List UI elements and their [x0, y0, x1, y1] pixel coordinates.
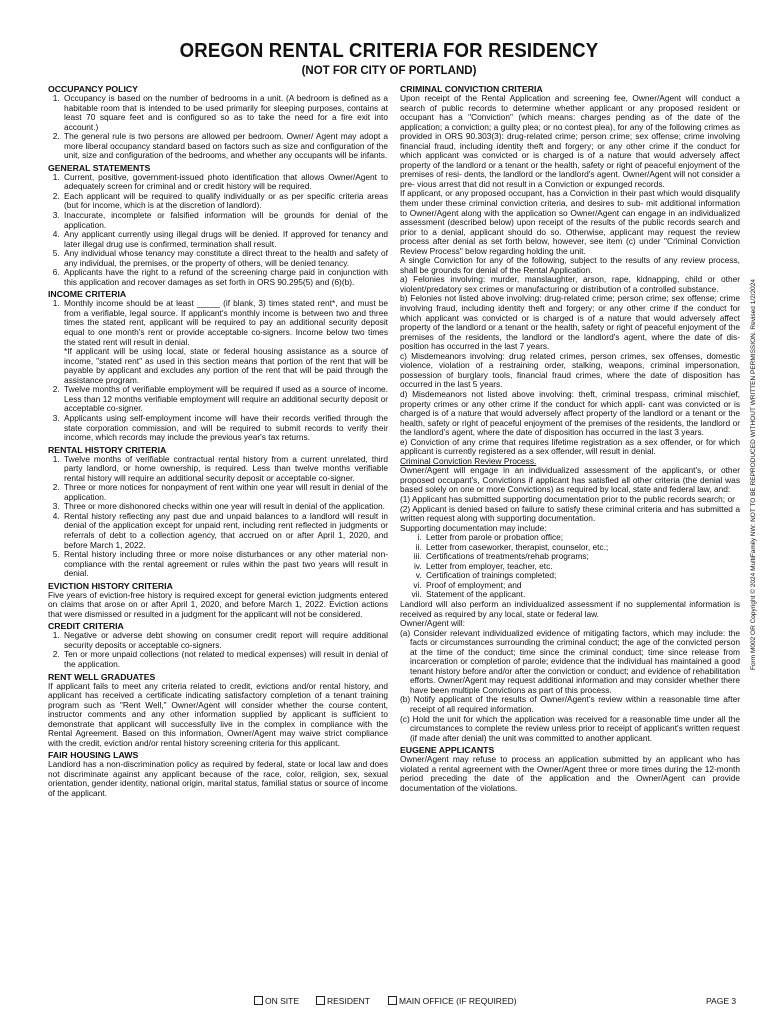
list-item: vi. Proof of employment; and	[424, 581, 740, 591]
review-p1: Owner/Agent will engage in an individualized assessment of the applicant's, or other proposed occupant's, Convictions if applicant has satisfied all other criteria (the denial was based solely on one or more Convictions) as required by local, state and federal law, and:	[400, 465, 740, 495]
criminal-item-d: d) Misdemeanors not listed above involving: theft, criminal trespass, criminal mischief, property crimes or any other crime if the conduct for which appli- cant was convicted or is charged is of a nature that would adversely affect property of the landlord or a tenant or the health, safety or right of peaceful enjoyment of the premises of the residents, the landlord or the landlord's agent, where the date of disposition has occurred in the last 3 years.	[400, 388, 740, 438]
review-p3: (2) Applicant is denied based on failure to satisfy these criminal criteria and has submitted a written request along with supporting documentation.	[400, 503, 740, 524]
occupancy-list	[48, 94, 388, 161]
right-column	[400, 82, 740, 799]
list-item: iv. Letter from employer, teacher, etc.	[424, 562, 740, 572]
side-copyright	[750, 150, 762, 670]
checkbox[interactable]	[388, 996, 397, 1005]
list-item: 1. Occupancy is based on the number of bedrooms in a unit. (A bedroom is defined as a habitable room that is intended to be used primarily for sleeping purposes, contains at least 70 square feet and is configured so as to take the need for a fire exit into account.)	[62, 94, 388, 132]
review-p4: Supporting documentation may include:	[400, 522, 547, 533]
review-p2: (1) Applicant has submitted supporting documentation prior to the public records search; or	[400, 493, 735, 504]
checkbox[interactable]	[316, 996, 325, 1005]
review-p5: Landlord will also perform an individualized assessment if no supplemental information is received as required by any local, state or federal law.	[400, 598, 740, 619]
list-item: i. Letter from parole or probation office;	[424, 533, 740, 543]
side-copyright-text: Form M002 OR Copyright © 2024 MultiFamily NW: NOT TO BE REPRODUCED WITHOUT WRITTEN PERMISSION. Revised 1/2/2024	[750, 278, 757, 670]
criminal-p2: If applicant, or any proposed occupant, has a Conviction in their past which would disqualify them under these criminal conviction criteria, and desires to sub- mit additional information to Owner/Agent along with the application so Owner/Agent can engage in an individualized assessment (described below) upon receipt of the results of the public records search and prior to a denial, applicant should do so. Otherwise, applicant may request the review process after denial as set forth below, however, see item (c) under "Criminal Conviction Review Process" below regarding holding the unit.	[400, 188, 740, 256]
page-number: PAGE 3	[706, 996, 737, 1006]
list-item: 4. Any applicant currently using illegal drugs will be denied. If approved for tenancy and later illegal drug use is confirmed, termination shall result.	[62, 230, 388, 249]
list-item: ii. Letter from caseworker, therapist, counselor, etc.;	[424, 543, 740, 553]
eugene-text: Owner/Agent may refuse to process an application submitted by an applicant who has violated a rental agreement with the Owner/Agent three or more times during the 12-month period preceding the date of the application and the Owner/Agent can provide documentation of the violations.	[400, 754, 740, 793]
main-office-option[interactable]	[388, 996, 517, 1006]
occupancy-heading: OCCUPANCY POLICY	[48, 84, 138, 94]
income-item-1-note: *If applicant will be using local, state or federal housing assistance as a source of income, "stated rent" as used in this section means that portion of the rent that will be payable by applicant and excludes any portion of the rent that will be paid through the assistance program.	[64, 346, 388, 385]
main-office-label: MAIN OFFICE (IF REQUIRED)	[399, 996, 517, 1006]
resident-option[interactable]	[316, 996, 370, 1006]
review-p6: Owner/Agent will:	[400, 618, 465, 629]
list-item: 2. Twelve months of verifiable employment will be required if used as a source of income. Less than 12 months verifiable employment will require an additional security deposit or acceptable co-signer.	[62, 385, 388, 414]
documentation-list	[400, 533, 740, 600]
list-item: 5. Any individual whose tenancy may constitute a direct threat to the health and safety of any individual, the premises, or the property of others, will be denied tenancy.	[62, 249, 388, 268]
list-item: 4. Rental history reflecting any past due and unpaid balances to a landlord will result in denial of the application except for unpaid rent, including rent reflected in judgments or referrals of debt to a collection agency, that accrued on or after April 1, 2020, and before March 1, 2022.	[62, 512, 388, 550]
list-item: 1. Twelve months of verifiable contractual rental history from a current unrelated, third party landlord, or home ownership, is required. Less than twelve months verifiable rental history will require an additional security deposit or acceptable co-signer.	[62, 455, 388, 484]
general-heading: GENERAL STATEMENTS	[48, 162, 151, 173]
list-item: 3. Inaccurate, incomplete or falsified information will be grounds for denial of the application.	[62, 211, 388, 230]
page-subtitle: (NOT FOR CITY OF PORTLAND)	[301, 65, 477, 77]
criminal-heading: CRIMINAL CONVICTION CRITERIA	[400, 84, 543, 94]
resident-label: RESIDENT	[327, 996, 370, 1006]
fairhousing-heading: FAIR HOUSING LAWS	[48, 750, 139, 761]
criminal-item-c: c) Misdemeanors involving: drug related crimes, person crimes, sex offenses, domestic violence, violation of a restraining order, stalking, weapons, criminal impersonation, possession of burglary tools, financial fraud crimes, where the date of disposition has occurred in the last 5 years.	[400, 350, 740, 390]
income-heading: INCOME CRITERIA	[48, 289, 127, 300]
income-item-1: Monthly income should be at least _____ (if blank, 3) times stated rent*, and must be from a verifiable, legal source. If applicant's monthly income is between two and three times the stated rent, applicant will be required to pay an additional security deposit equal to one month's rent or provide acceptable co-signers. Income below two times the stated rent will result in denial.	[64, 298, 388, 347]
credit-heading: CREDIT CRITERIA	[48, 621, 124, 632]
eviction-text: Five years of eviction-free history is required except for general eviction judgments entered on claims that arose on or after April 1, 2020, and before March 1, 2022. Eviction actions that were dismissed or resulted in a judgment for the applicant will not be considered.	[48, 589, 388, 619]
checkbox[interactable]	[254, 996, 263, 1005]
rental-heading: RENTAL HISTORY CRITERIA	[48, 444, 167, 455]
rentwell-heading: RENT WELL GRADUATES	[48, 671, 156, 682]
review-will-b: (b) Notify applicant of the results of Owner/Agent's review within a reasonable time after receipt of all required information.	[400, 694, 740, 714]
list-item: vii. Statement of the applicant.	[424, 590, 740, 600]
rental-list	[48, 455, 388, 579]
list-item	[62, 299, 388, 385]
list-item: 2. Ten or more unpaid collections (not related to medical expenses) will result in denial of the application.	[62, 650, 388, 669]
document-page	[36, 18, 742, 1013]
list-item: 3. Three or more dishonored checks within one year will result in denial of the application.	[62, 502, 388, 512]
criminal-p1: Upon receipt of the Rental Application and screening fee, Owner/Agent will conduct a search of public records to determine whether applicant or any proposed resident or occupant has a "Conviction" (which means: charges pending as of the date of the application; a conviction; a guilty plea; or no contest plea), for any of the following crimes as provided in ORS 90.303(3): drug-related crime; person crime; sex offense; crime involving financial fraud, including identity theft and forgery; or any other crime if the conduct for which applicant was convicted or is charged is of a nature that would adversely affect property of the landlord or a tenant or the health, safety or right of peaceful enjoyment of the premises of resi- dents, the landlord or the landlord's agent. Owner/Agent will not consider a pre- vious arrest that did not result in a Conviction or expunged records.	[400, 93, 740, 189]
on-site-label: ON SITE	[265, 996, 300, 1006]
rentwell-text: If applicant fails to meet any criteria related to credit, evictions and/or rental history, and applicant has received a certificate indicating satisfactory completion of a tenant training program such as "Rent Well," Owner/Agent will consider whether the course content, instructor comments and any other information supplied by applicant is sufficient to demonstrate that applicant will successfully live in the complex in compliance with the Rental Agreement. Based on this information, Owner/Agent may waive strict compliance with the credit, eviction and/or rental history screening criteria for this applicant.	[48, 680, 388, 748]
content-columns	[48, 82, 740, 799]
list-item: 1. Current, positive, government-issued photo identification that allows Owner/Agent to adequately screen for criminal and or credit history will be required.	[62, 173, 388, 192]
eviction-heading: EVICTION HISTORY CRITERIA	[48, 580, 173, 591]
fairhousing-text: Landlord has a non-discrimination policy as required by federal, state or local law and does not discriminate against any applicant because of the race, color, religion, sex, sexual orientation, gender identity, national origin, marital status, familial status or source of income of the applicant.	[48, 759, 388, 798]
review-heading: Criminal Conviction Review Process.	[400, 455, 537, 466]
general-list	[48, 173, 388, 288]
list-item: 6. Applicants have the right to a refund of the screening charge paid in conjunction with this application and recover damages as set forth in ORS 90.295(5) and (6)(b).	[62, 268, 388, 287]
list-item: iii. Certifications of treatments/rehab programs;	[424, 552, 740, 562]
income-list	[48, 299, 388, 442]
list-item: 3. Applicants using self-employment income will have their records verified through the state corporation commission, and will be required to submit records to verify their income, which records may include the previous year's tax returns.	[62, 414, 388, 443]
criminal-item-a: a) Felonies involving: murder, manslaughter, arson, rape, kidnapping, child or other violent/predatory sex crimes or manufacturing or distribution of a controlled substance.	[400, 274, 740, 294]
list-item: 1. Negative or adverse debt showing on consumer credit report will require additional security deposits or acceptable co-signers.	[62, 631, 388, 650]
credit-list	[48, 631, 388, 669]
list-item: 2. Three or more notices for nonpayment of rent within one year will result in denial of the application.	[62, 483, 388, 502]
criminal-p3: A single Conviction for any of the following, subject to the results of any review process, shall be grounds for denial of the Rental Application.	[400, 255, 740, 275]
page-title: OREGON RENTAL CRITERIA FOR RESIDENCY	[179, 40, 599, 62]
list-item: v. Certification of trainings completed;	[424, 571, 740, 581]
review-will-a: (a) Consider relevant individualized evidence of mitigating factors, which may include: the facts or circumstances surrounding the criminal conduct; the age of the convicted person at the time of the conduct; time since the criminal conduct; time since release from incarceration or completion of parole; evidence that the individual has maintained a good tenant history before and/or after the conviction or conduct; and evidence of rehabilitation efforts. Owner/Agent may request additional information and may consider whether there have been multiple Convictions as part of this process.	[400, 627, 740, 695]
list-item: 5. Rental history including three or more noise disturbances or any other material non-compliance with the rental agreement or rules within the past two years will result in denial.	[62, 550, 388, 579]
eugene-heading: EUGENE APPLICANTS	[400, 745, 495, 756]
criminal-item-b: b) Felonies not listed above involving: drug-related crime; person crime; sex offense; crime involving fraud, including identity theft and forgery; or any other crime if the conduct for which applicant was convicted or is charged is of a nature that would adversely affect property of the landlord or a tenant or the health, safety or right of peaceful enjoyment of the premises of the residents, the landlord or the landlord's agent, where the date of dis- position has occurred in the last 7 years.	[400, 293, 740, 352]
criminal-item-e: e) Conviction of any crime that requires lifetime registration as a sex offender, or for which applicant is currently registered as a sex offender, will result in denial.	[400, 436, 740, 457]
list-item: 2. The general rule is two persons are allowed per bedroom. Owner/ Agent may adopt a more liberal occupancy standard based on factors such as size and configuration of the unit, size and configuration of the bedrooms, and whether any occupants will be infants.	[62, 132, 388, 161]
on-site-option[interactable]	[254, 996, 299, 1006]
left-column	[48, 82, 388, 799]
review-will-c: (c) Hold the unit for which the application was received for a reasonable time under all the circumstances to complete the review unless prior to receipt of applicant's written request (if made after denial) the unit was committed to another applicant.	[400, 713, 740, 743]
list-item: 2. Each applicant will be required to qualify individually or as per specific criteria areas (but for income, which is at the discretion of landlord).	[62, 192, 388, 211]
